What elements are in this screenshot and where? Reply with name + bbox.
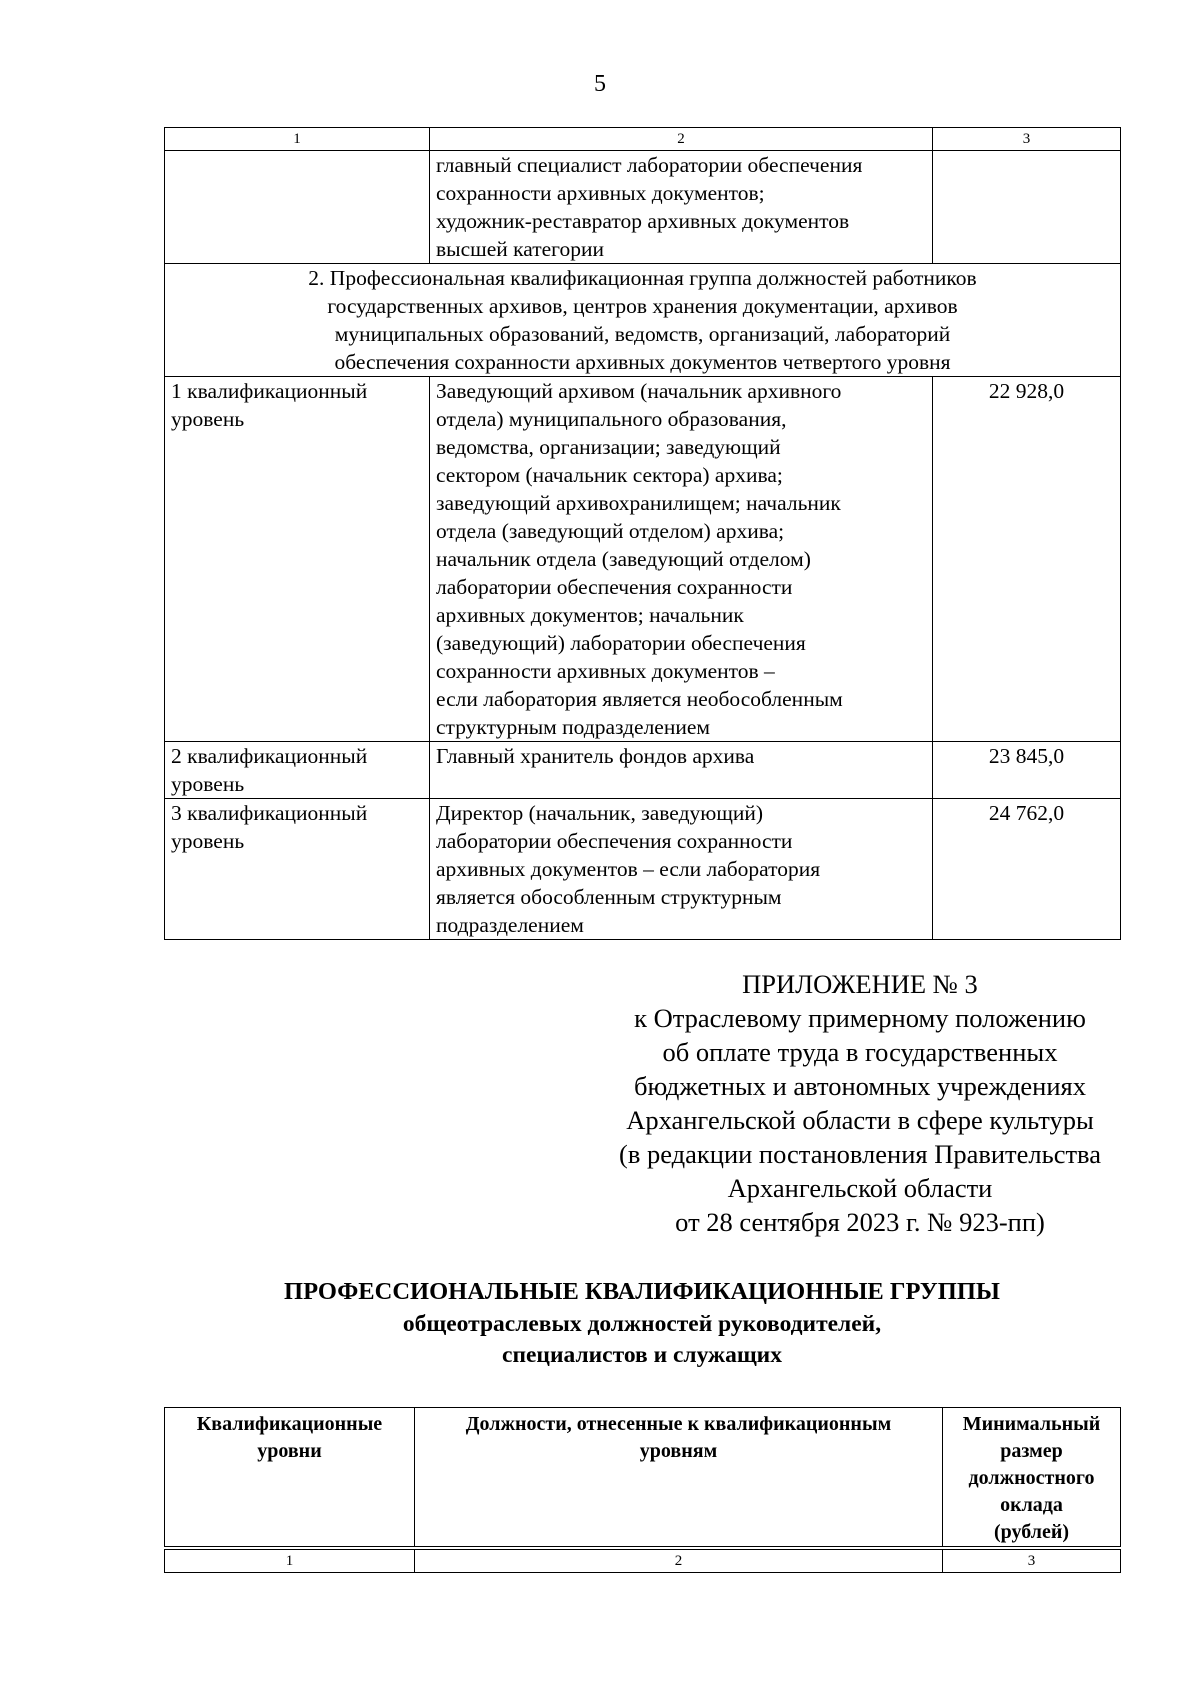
- level-cell: [165, 377, 430, 742]
- level-line: 3 квалификационный: [171, 801, 368, 825]
- section-title: ПРОФЕССИОНАЛЬНЫЕ КВАЛИФИКАЦИОННЫЕ ГРУППЫ: [284, 1278, 1000, 1305]
- table-row: [165, 742, 1121, 799]
- positions-line: лаборатории обеспечения сохранности: [436, 575, 793, 599]
- level-line: 2 квалификационный: [171, 744, 368, 768]
- header-salary: [943, 1408, 1121, 1547]
- positions-line: ведомства, организации; заведующий: [436, 435, 781, 459]
- column-number-row: [165, 1550, 1121, 1573]
- positions-cell: [430, 799, 933, 940]
- salary-cell: 23 845,0: [933, 742, 1121, 799]
- header-line: уровни: [257, 1440, 322, 1462]
- group-heading: [165, 264, 1121, 377]
- appendix-line: об оплате труда в государственных: [662, 1037, 1058, 1067]
- column-number: 1: [165, 128, 430, 151]
- positions-line: начальник отдела (заведующий отделом): [436, 547, 811, 571]
- appendix-line: бюджетных и автономных учреждениях: [634, 1071, 1086, 1101]
- section-subtitle-line: общеотраслевых должностей руководителей,: [402, 1311, 882, 1337]
- positions-cell: [430, 742, 933, 799]
- group-heading-line: обеспечения сохранности архивных документов четвертого уровня: [334, 350, 951, 374]
- group-heading-line: муниципальных образований, ведомств, организаций, лабораторий: [334, 322, 951, 346]
- positions-line: главный специалист лаборатории обеспечения: [436, 153, 863, 177]
- group-heading-line: 2. Профессиональная квалификационная группа должностей работников: [308, 266, 977, 290]
- appendix-line: к Отраслевому примерному положению: [634, 1003, 1086, 1033]
- positions-line: отдела) муниципального образования,: [436, 407, 787, 431]
- header-line: Минимальный: [962, 1413, 1101, 1435]
- level-line: 1 квалификационный: [171, 379, 368, 403]
- column-number: 3: [933, 128, 1121, 151]
- positions-line: Заведующий архивом (начальник архивного: [436, 379, 842, 403]
- positions-line: сохранности архивных документов;: [436, 181, 765, 205]
- group-heading-row: [165, 264, 1121, 377]
- level-line: уровень: [171, 407, 245, 431]
- column-number: 2: [430, 128, 933, 151]
- positions-line: подразделением: [436, 913, 584, 937]
- salary-cell: 22 928,0: [933, 377, 1121, 742]
- level-cell: [165, 742, 430, 799]
- level-cell: [165, 151, 430, 264]
- appendix-line: от 28 сентября 2023 г. № 923-пп): [675, 1207, 1045, 1237]
- header-positions: [415, 1408, 943, 1547]
- header-line: уровням: [639, 1440, 718, 1462]
- level-cell: [165, 799, 430, 940]
- positions-cell: [430, 377, 933, 742]
- positions-line: архивных документов; начальник: [436, 603, 744, 627]
- appendix-block: [590, 967, 1130, 1239]
- salary-table-general: [164, 1407, 1121, 1573]
- positions-line: Главный хранитель фондов архива: [436, 744, 755, 768]
- header-line: должностного: [968, 1467, 1095, 1489]
- appendix-title: ПРИЛОЖЕНИЕ № 3: [742, 969, 978, 999]
- column-number: 2: [415, 1550, 943, 1573]
- level-line: уровень: [171, 829, 245, 853]
- positions-line: отдела (заведующий отделом) архива;: [436, 519, 785, 543]
- positions-line: (заведующий) лаборатории обеспечения: [436, 631, 806, 655]
- positions-line: сектором (начальник сектора) архива;: [436, 463, 783, 487]
- table-row: [165, 377, 1121, 742]
- salary-cell: 24 762,0: [933, 799, 1121, 940]
- appendix-line: Архангельской области в сфере культуры: [626, 1105, 1094, 1135]
- column-number: 1: [165, 1550, 415, 1573]
- section-subtitle-line: специалистов и служащих: [502, 1342, 782, 1368]
- positions-line: художник-реставратор архивных документов: [436, 209, 850, 233]
- group-heading-line: государственных архивов, центров хранения документации, архивов: [327, 294, 958, 318]
- header-line: Должности, отнесенные к квалификационным: [465, 1413, 892, 1435]
- section-heading: [164, 1275, 1120, 1371]
- positions-line: лаборатории обеспечения сохранности: [436, 829, 793, 853]
- header-row: [165, 1408, 1121, 1547]
- appendix-line: (в редакции постановления Правительства: [619, 1139, 1101, 1169]
- positions-line: сохранности архивных документов –: [436, 659, 775, 683]
- column-number-row: [165, 128, 1121, 151]
- salary-table-archives: [164, 127, 1121, 940]
- salary-cell: [933, 151, 1121, 264]
- positions-line: Директор (начальник, заведующий): [436, 801, 764, 825]
- positions-line: является обособленным структурным: [436, 885, 782, 909]
- level-line: уровень: [171, 772, 245, 796]
- positions-line: структурным подразделением: [436, 715, 711, 739]
- table-row: [165, 151, 1121, 264]
- positions-cell: [430, 151, 933, 264]
- positions-line: заведующий архивохранилищем; начальник: [436, 491, 841, 515]
- header-line: Квалификационные: [196, 1413, 383, 1435]
- positions-line: если лаборатория является необособленным: [436, 687, 843, 711]
- table-row: [165, 799, 1121, 940]
- positions-line: архивных документов – если лаборатория: [436, 857, 821, 881]
- column-number: 3: [943, 1550, 1121, 1573]
- header-line: (рублей): [993, 1521, 1070, 1543]
- positions-line: высшей категории: [436, 237, 604, 261]
- page-number: 5: [594, 71, 606, 97]
- header-levels: [165, 1408, 415, 1547]
- header-line: размер: [1000, 1440, 1063, 1462]
- appendix-line: Архангельской области: [727, 1173, 993, 1203]
- header-line: оклада: [1000, 1494, 1063, 1516]
